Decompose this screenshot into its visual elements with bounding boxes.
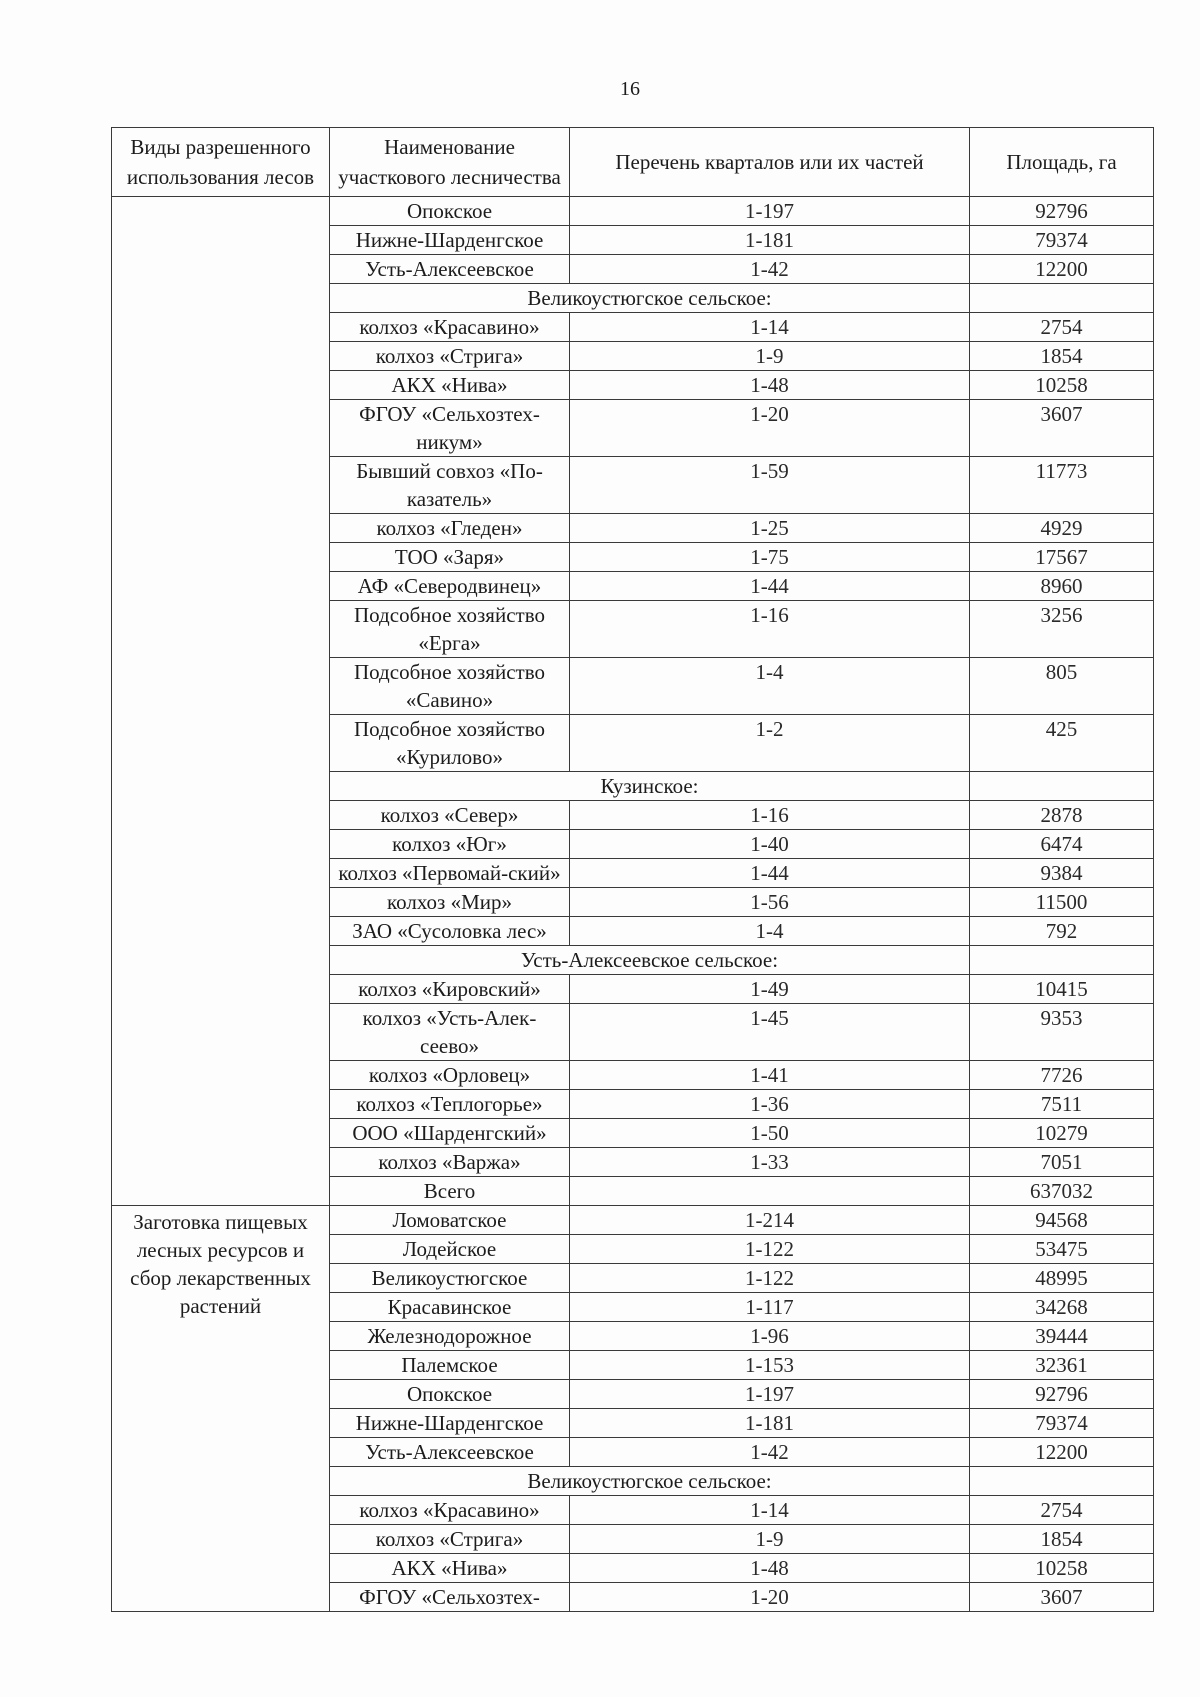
area-cell: 48995 <box>970 1264 1154 1293</box>
quarters-cell: 1-25 <box>570 514 970 543</box>
forestry-name-cell: АКХ «Нива» <box>330 1554 570 1583</box>
quarters-cell: 1-59 <box>570 457 970 514</box>
area-cell: 10258 <box>970 1554 1154 1583</box>
forestry-name-cell: Ломоватское <box>330 1206 570 1235</box>
area-cell: 2878 <box>970 801 1154 830</box>
forestry-name-cell: колхоз «Варжа» <box>330 1148 570 1177</box>
quarters-cell <box>570 1177 970 1206</box>
quarters-cell: 1-181 <box>570 226 970 255</box>
quarters-cell: 1-9 <box>570 342 970 371</box>
area-cell: 2754 <box>970 313 1154 342</box>
quarters-cell: 1-33 <box>570 1148 970 1177</box>
forestry-name-cell: колхоз «Гледен» <box>330 514 570 543</box>
forestry-name-cell: ТОО «Заря» <box>330 543 570 572</box>
table-row <box>112 197 1154 226</box>
area-cell: 425 <box>970 715 1154 772</box>
area-cell: 92796 <box>970 1380 1154 1409</box>
area-cell: 10415 <box>970 975 1154 1004</box>
forestry-name-cell: колхоз «Орловец» <box>330 1061 570 1090</box>
forestry-name-cell: колхоз «Стрига» <box>330 342 570 371</box>
area-cell: 2754 <box>970 1496 1154 1525</box>
header-quarters: Перечень кварталов или их частей <box>570 128 970 197</box>
quarters-cell: 1-117 <box>570 1293 970 1322</box>
quarters-cell: 1-41 <box>570 1061 970 1090</box>
forestry-name-cell: АФ «Северодвинец» <box>330 572 570 601</box>
area-cell: 79374 <box>970 1409 1154 1438</box>
header-area: Площадь, га <box>970 128 1154 197</box>
area-cell-empty <box>970 284 1154 313</box>
header-forestry-name: Наименование участкового лесничества <box>330 128 570 197</box>
area-cell: 637032 <box>970 1177 1154 1206</box>
subgroup-label: Великоустюгское сельское: <box>330 284 970 313</box>
forestry-name-cell: Красавинское <box>330 1293 570 1322</box>
area-cell: 7726 <box>970 1061 1154 1090</box>
area-cell: 805 <box>970 658 1154 715</box>
quarters-cell: 1-45 <box>570 1004 970 1061</box>
quarters-cell: 1-14 <box>570 1496 970 1525</box>
forestry-name-cell: Всего <box>330 1177 570 1206</box>
forestry-name-cell: АКХ «Нива» <box>330 371 570 400</box>
forestry-name-cell: колхоз «Кировский» <box>330 975 570 1004</box>
forestry-name-cell: Нижне-Шарденгское <box>330 1409 570 1438</box>
quarters-cell: 1-49 <box>570 975 970 1004</box>
area-cell: 4929 <box>970 514 1154 543</box>
quarters-cell: 1-20 <box>570 400 970 457</box>
forestry-name-cell: колхоз «Усть-Алек-сеево» <box>330 1004 570 1061</box>
quarters-cell: 1-181 <box>570 1409 970 1438</box>
quarters-cell: 1-96 <box>570 1322 970 1351</box>
forestry-name-cell: ФГОУ «Сельхозтех- <box>330 1583 570 1612</box>
quarters-cell: 1-40 <box>570 830 970 859</box>
forestry-name-cell: Подсобное хозяйство «Курилово» <box>330 715 570 772</box>
quarters-cell: 1-197 <box>570 197 970 226</box>
quarters-cell: 1-48 <box>570 1554 970 1583</box>
area-cell: 1854 <box>970 342 1154 371</box>
area-cell: 792 <box>970 917 1154 946</box>
area-cell: 17567 <box>970 543 1154 572</box>
area-cell: 79374 <box>970 226 1154 255</box>
area-cell: 7051 <box>970 1148 1154 1177</box>
forestry-name-cell: колхоз «Мир» <box>330 888 570 917</box>
forestry-name-cell: Усть-Алексеевское <box>330 1438 570 1467</box>
forestry-name-cell: Железнодорожное <box>330 1322 570 1351</box>
forestry-name-cell: Палемское <box>330 1351 570 1380</box>
quarters-cell: 1-214 <box>570 1206 970 1235</box>
area-cell: 12200 <box>970 255 1154 284</box>
quarters-cell: 1-56 <box>570 888 970 917</box>
area-cell: 32361 <box>970 1351 1154 1380</box>
quarters-cell: 1-50 <box>570 1119 970 1148</box>
quarters-cell: 1-42 <box>570 255 970 284</box>
area-cell: 6474 <box>970 830 1154 859</box>
forestry-name-cell: Подсобное хозяйство «Ерга» <box>330 601 570 658</box>
forestry-name-cell: Опокское <box>330 197 570 226</box>
forestry-name-cell: Нижне-Шарденгское <box>330 226 570 255</box>
forestry-name-cell: Бывший совхоз «По-казатель» <box>330 457 570 514</box>
forest-use-table <box>111 127 1154 1612</box>
forestry-name-cell: колхоз «Красавино» <box>330 1496 570 1525</box>
quarters-cell: 1-197 <box>570 1380 970 1409</box>
forestry-name-cell: Усть-Алексеевское <box>330 255 570 284</box>
area-cell: 53475 <box>970 1235 1154 1264</box>
page-number: 16 <box>620 78 640 100</box>
subgroup-label: Усть-Алексеевское сельское: <box>330 946 970 975</box>
quarters-cell: 1-122 <box>570 1235 970 1264</box>
area-cell: 3607 <box>970 400 1154 457</box>
forestry-name-cell: колхоз «Юг» <box>330 830 570 859</box>
quarters-cell: 1-14 <box>570 313 970 342</box>
area-cell: 9384 <box>970 859 1154 888</box>
area-cell: 10258 <box>970 371 1154 400</box>
forestry-name-cell: колхоз «Север» <box>330 801 570 830</box>
area-cell: 94568 <box>970 1206 1154 1235</box>
subgroup-label: Великоустюгское сельское: <box>330 1467 970 1496</box>
forestry-name-cell: ЗАО «Сусоловка лес» <box>330 917 570 946</box>
quarters-cell: 1-16 <box>570 801 970 830</box>
area-cell: 11500 <box>970 888 1154 917</box>
quarters-cell: 1-122 <box>570 1264 970 1293</box>
area-cell: 9353 <box>970 1004 1154 1061</box>
quarters-cell: 1-4 <box>570 658 970 715</box>
forestry-name-cell: ООО «Шарденгский» <box>330 1119 570 1148</box>
forestry-name-cell: ФГОУ «Сельхозтех-никум» <box>330 400 570 457</box>
area-cell-empty <box>970 772 1154 801</box>
forestry-name-cell: колхоз «Стрига» <box>330 1525 570 1554</box>
quarters-cell: 1-44 <box>570 572 970 601</box>
area-cell: 7511 <box>970 1090 1154 1119</box>
quarters-cell: 1-20 <box>570 1583 970 1612</box>
forestry-name-cell: колхоз «Теплогорье» <box>330 1090 570 1119</box>
forestry-name-cell: Великоустюгское <box>330 1264 570 1293</box>
forestry-name-cell: колхоз «Красавино» <box>330 313 570 342</box>
forestry-name-cell: колхоз «Первомай-ский» <box>330 859 570 888</box>
quarters-cell: 1-44 <box>570 859 970 888</box>
table-row <box>112 1206 1154 1235</box>
area-cell: 39444 <box>970 1322 1154 1351</box>
area-cell: 3256 <box>970 601 1154 658</box>
subgroup-label: Кузинское: <box>330 772 970 801</box>
area-cell: 12200 <box>970 1438 1154 1467</box>
forestry-name-cell: Лодейское <box>330 1235 570 1264</box>
area-cell-empty <box>970 1467 1154 1496</box>
forestry-name-cell: Подсобное хозяйство «Савино» <box>330 658 570 715</box>
quarters-cell: 1-42 <box>570 1438 970 1467</box>
quarters-cell: 1-153 <box>570 1351 970 1380</box>
table-header-row <box>112 128 1154 197</box>
area-cell: 34268 <box>970 1293 1154 1322</box>
area-cell: 3607 <box>970 1583 1154 1612</box>
area-cell: 1854 <box>970 1525 1154 1554</box>
quarters-cell: 1-9 <box>570 1525 970 1554</box>
quarters-cell: 1-48 <box>570 371 970 400</box>
quarters-cell: 1-16 <box>570 601 970 658</box>
area-cell: 10279 <box>970 1119 1154 1148</box>
forestry-name-cell: Опокское <box>330 1380 570 1409</box>
quarters-cell: 1-36 <box>570 1090 970 1119</box>
quarters-cell: 1-75 <box>570 543 970 572</box>
area-cell: 11773 <box>970 457 1154 514</box>
area-cell: 8960 <box>970 572 1154 601</box>
header-use-type: Виды разрешенного использования лесов <box>112 128 330 197</box>
area-cell: 92796 <box>970 197 1154 226</box>
use-type-cell: Заготовка пищевых лесных ресурсов и сбор лекарственных растений <box>112 1206 330 1612</box>
area-cell-empty <box>970 946 1154 975</box>
use-type-cell <box>112 197 330 1206</box>
quarters-cell: 1-2 <box>570 715 970 772</box>
quarters-cell: 1-4 <box>570 917 970 946</box>
